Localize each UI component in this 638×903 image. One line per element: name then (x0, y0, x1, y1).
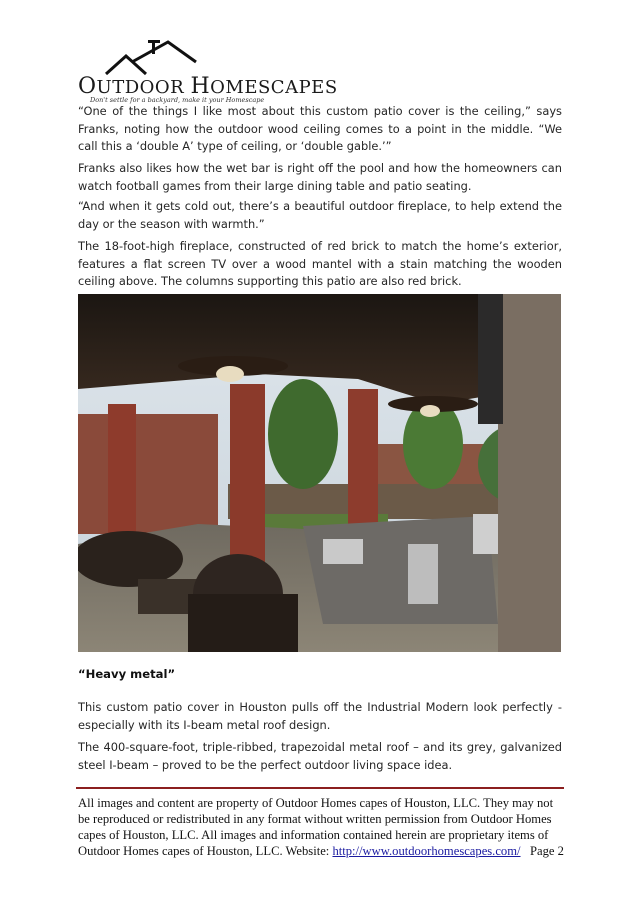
footer-copyright: All images and content are property of Outdoor Homes capes of Houston, LLC. They may not be reproduced or redistributed in any format without written permission from Outdoor Homes capes of Houston, LLC. All images and information contained herein are proprietary items of Outdoor Homes capes of Houston, LLC. Website: http://www.outdoorhomescapes.com/ Page 2 (78, 796, 564, 858)
paragraph-fireplace-warmth: “And when it gets cold out, there’s a beautiful outdoor fireplace, to help extend the day or the season with warmth.” (78, 199, 562, 231)
section-heading: “Heavy metal” (78, 667, 176, 681)
logo-name: OUTDOOR HOMESCAPES (78, 74, 338, 99)
footer-divider (76, 787, 564, 789)
logo-tagline: Don't settle for a backyard, make it your Homescape (90, 96, 265, 104)
paragraph-ceiling: “One of the things I like most about this custom patio cover is the ceiling,” says Franks, noting how the outdoor wood ceiling comes to a point in the middle. “We call this a ‘double A’ type of ceiling, or ‘double gable.’” (78, 104, 562, 153)
patio-photo (78, 294, 561, 652)
house-roof-icon (76, 36, 236, 76)
paragraph-wet-bar: Franks also likes how the wet bar is right off the pool and how the homeowners can watch football games from their large dining table and patio seating. (78, 161, 562, 193)
paragraph-metal-roof: The 400-square-foot, triple-ribbed, trapezoidal metal roof – and its grey, galvanized steel I-beam – proved to be the perfect outdoor living space idea. (78, 740, 562, 772)
page-number: Page 2 (529, 844, 564, 858)
paragraph-fireplace-details: The 18-foot-high fireplace, constructed of red brick to match the home’s exterior, features a flat screen TV over a wood mantel with a stain matching the wooden ceiling above. The columns supporting this patio are also red brick. (78, 239, 562, 288)
company-logo (76, 36, 338, 106)
paragraph-industrial-modern: This custom patio cover in Houston pulls off the Industrial Modern look perfectly - especially with its I-beam metal roof design. (78, 700, 562, 732)
website-link[interactable]: http://www.outdoorhomescapes.com/ (332, 844, 521, 858)
